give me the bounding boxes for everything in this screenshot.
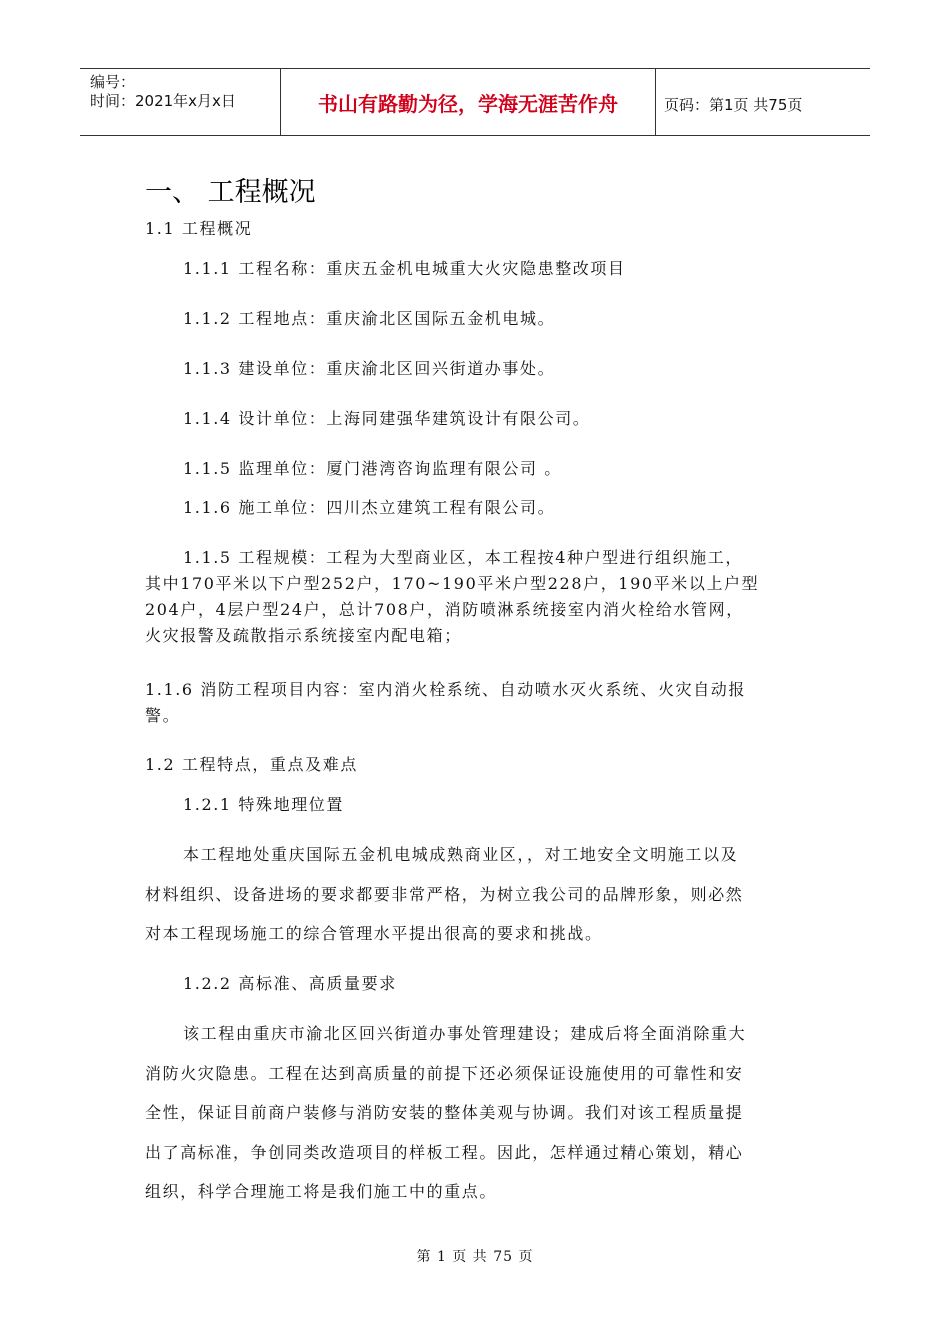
location-paragraph-line: 对本工程现场施工的综合管理水平提出很高的要求和挑战。 <box>145 924 603 943</box>
contractor-line: 1.1.6 施工单位：四川杰立建筑工程有限公司。 <box>183 498 556 517</box>
supervisor-line: 1.1.5 监理单位：厦门港湾咨询监理有限公司 。 <box>183 459 562 478</box>
page-footer: 第 1 页 共 75 页 <box>416 1249 534 1265</box>
header-motto: 书山有路勤为径，学海无涯苦作舟 <box>318 92 618 116</box>
scale-paragraph-line: 204户，4层户型24户，总计708户，消防喷淋系统接室内消火栓给水管网， <box>145 600 744 619</box>
scale-paragraph-line: 1.1.5 工程规模：工程为大型商业区，本工程按4种户型进行组织施工， <box>183 548 743 567</box>
quality-paragraph-line: 出了高标准，争创同类改造项目的样板工程。因此，怎样通过精心策划，精心 <box>145 1143 744 1162</box>
content-paragraph-line: 警。 <box>145 706 181 725</box>
location-paragraph-line: 本工程地处重庆国际五金机电城成熟商业区，，对工地安全文明施工以及 <box>183 845 739 864</box>
document-number-label: 编号： <box>90 73 136 91</box>
header-divider-left <box>280 68 281 135</box>
quality-paragraph-line: 组织，科学合理施工将是我们施工中的重点。 <box>145 1182 498 1201</box>
builder-line: 1.1.3 建设单位：重庆渝北区回兴街道办事处。 <box>183 359 556 378</box>
quality-paragraph-line: 该工程由重庆市渝北区回兴街道办事处管理建设；建成后将全面消除重大 <box>183 1024 747 1043</box>
header-page-label: 页码：第1页 共75页 <box>664 96 803 114</box>
designer-line: 1.1.4 设计单位：上海同建强华建筑设计有限公司。 <box>183 409 591 428</box>
subsection-item-title: 1.2.1 特殊地理位置 <box>183 795 344 814</box>
document-time-label: 时间：2021年x月x日 <box>90 92 236 110</box>
header-top-rule <box>80 68 870 69</box>
subsection-item-title: 1.2.2 高标准、高质量要求 <box>183 974 397 993</box>
content-paragraph-line: 1.1.6 消防工程项目内容：室内消火栓系统、自动喷水灭火系统、火灾自动报 <box>145 680 746 699</box>
project-location-line: 1.1.2 工程地点：重庆渝北区国际五金机电城。 <box>183 309 556 328</box>
quality-paragraph-line: 全性，保证目前商户装修与消防安装的整体美观与协调。我们对该工程质量提 <box>145 1103 744 1122</box>
header-divider-right <box>655 68 656 135</box>
project-name-line: 1.1.1 工程名称：重庆五金机电城重大火灾隐患整改项目 <box>183 259 626 278</box>
subsection-title: 1.1 工程概况 <box>145 219 253 238</box>
scale-paragraph-line: 火灾报警及疏散指示系统接室内配电箱； <box>145 626 462 645</box>
section-heading: 一、 工程概况 <box>145 177 316 208</box>
quality-paragraph-line: 消防火灾隐患。工程在达到高质量的前提下还必须保证设施使用的可靠性和安 <box>145 1064 744 1083</box>
location-paragraph-line: 材料组织、设备进场的要求都要非常严格，为树立我公司的品牌形象，则必然 <box>145 885 744 904</box>
scale-paragraph-line: 其中170平米以下户型252户，170~190平米户型228户，190平米以上户型 <box>145 574 760 593</box>
subsection-title: 1.2 工程特点，重点及难点 <box>145 755 358 774</box>
header-bottom-rule <box>80 135 870 136</box>
